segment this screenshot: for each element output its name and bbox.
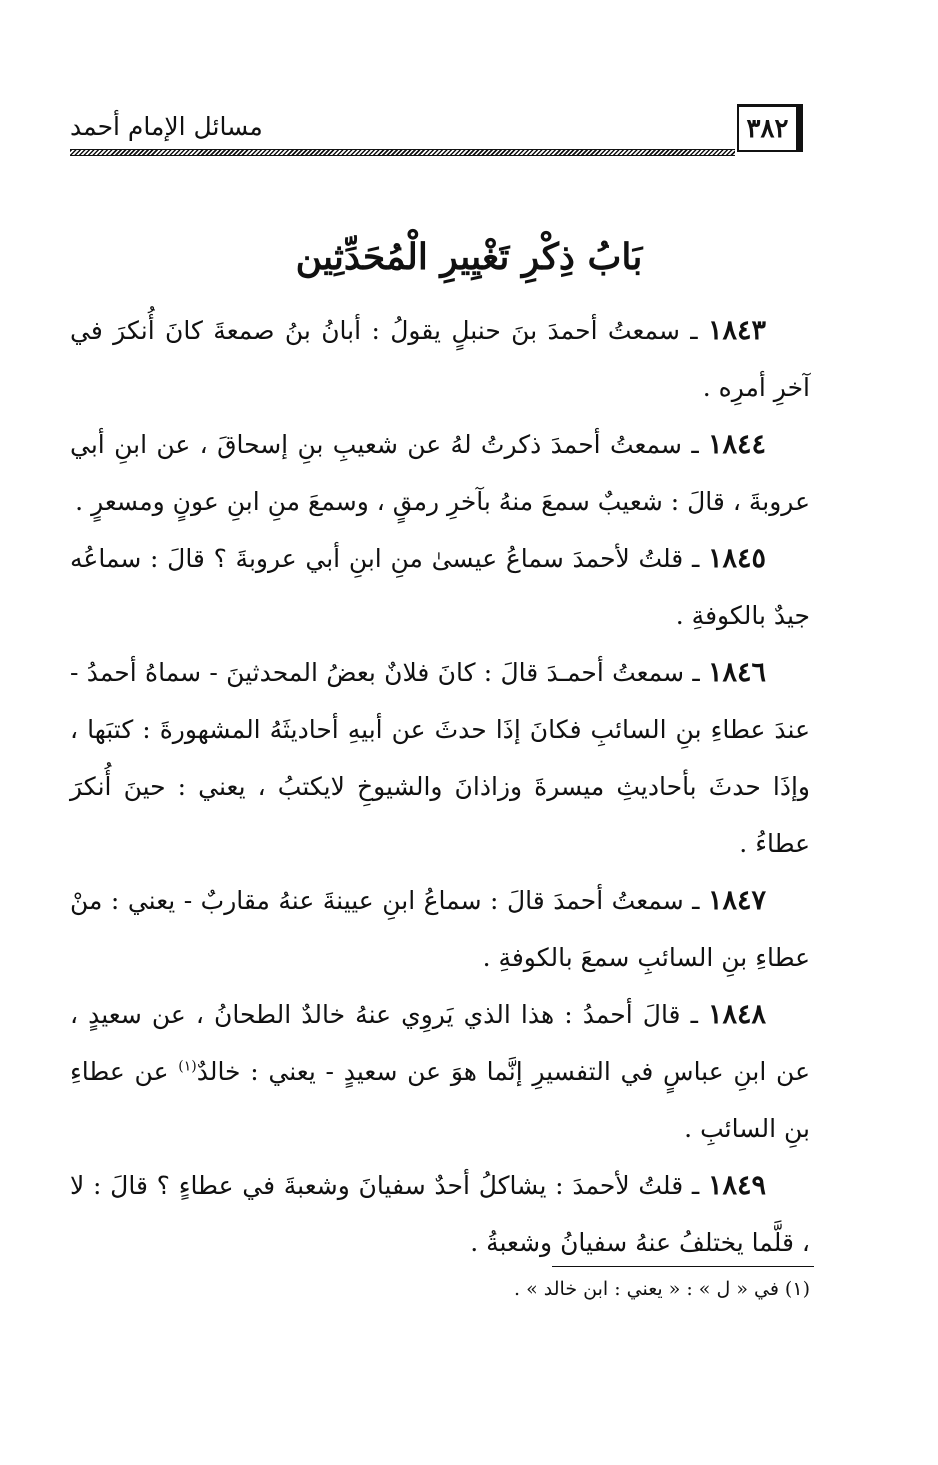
entry-number: ١٨٤٤ bbox=[708, 429, 767, 460]
entry-text: قلتُ لأحمدَ : يشاكلُ أحدٌ سفيانَ وشعبةَ في عطاءٍ ؟ قالَ : لا ، قلَّما يختلفُ عنهُ سفيانُ وشعبةُ . bbox=[70, 1171, 810, 1257]
entry-1843: ١٨٤٣ ـ سمعتُ أحمدَ بنَ حنبلٍ يقولُ : أبانُ بنُ صمعةَ كانَ أُنكرَ في آخرِ أمرِه . bbox=[70, 315, 810, 402]
entry-text: سمعتُ أحمـدَ قالَ : كانَ فلانٌ بعضُ المحدثينَ - سماهُ أحمدُ - عندَ عطاءِ بنِ السائبِ فكانَ إذَا حدثَ عن أبيهِ أحاديثَهُ المشهورةَ : كتبَها ، وإذَا حدثَ بأحاديثِ ميسرةَ وزاذانَ والشيوخِ لايكتبُ ، يعني : حينَ أُنكرَ عطاءُ . bbox=[70, 658, 810, 858]
chapter-title: بَابُ ذِكْرِ تَغْيِيرِ الْمُحَدِّثِين bbox=[295, 236, 643, 278]
entry-number: ١٨٤٨ bbox=[707, 999, 766, 1030]
running-title: مسائل الإمام أحمد bbox=[70, 112, 263, 141]
entry-number: ١٨٤٦ bbox=[707, 657, 766, 688]
entry-1845: ١٨٤٥ ـ قلتُ لأحمدَ سماعُ عيسىٰ منِ ابنِ أبي عروبةَ ؟ قالَ : سماعُه جيدٌ بالكوفةِ . bbox=[70, 543, 810, 630]
footnote-reference[interactable]: (١) bbox=[178, 1058, 197, 1075]
entry-text: قلتُ لأحمدَ سماعُ عيسىٰ منِ ابنِ أبي عروبةَ ؟ قالَ : سماعُه جيدٌ بالكوفةِ . bbox=[70, 544, 810, 630]
footnote-separator bbox=[552, 1266, 814, 1267]
footnote: (١) في « ل » : « يعني : ابن خالد » . bbox=[514, 1278, 810, 1300]
entry-text: سمعتُ أحمدَ بنَ حنبلٍ يقولُ : أبانُ بنُ صمعةَ كانَ أُنكرَ في آخرِ أمرِه . bbox=[70, 316, 810, 402]
entry-1846: ١٨٤٦ ـ سمعتُ أحمـدَ قالَ : كانَ فلانٌ بعضُ المحدثينَ - سماهُ أحمدُ - عندَ عطاءِ بنِ السائبِ فكانَ إذَا حدثَ عن أبيهِ أحاديثَهُ المشهورةَ : كتبَها ، وإذَا حدثَ بأحاديثِ ميسرةَ وزاذانَ والشيوخِ لايكتبُ ، يعني : حينَ أُنكرَ عطاءُ . bbox=[70, 657, 810, 858]
page-number: ٣٨٢ bbox=[737, 104, 803, 152]
page-body bbox=[70, 302, 810, 1271]
entry-text: سمعتُ أحمدَ ذكرتُ لهُ عن شعيبِ بنِ إسحاقَ ، عن ابنِ أبي عروبةَ ، قالَ : شعيبٌ سمعَ منهُ بآخرِ رمقٍ ، وسمعَ منِ ابنِ عونٍ ومسعرٍ . bbox=[70, 430, 810, 516]
header-rule bbox=[70, 149, 735, 156]
entry-1848: ١٨٤٨ ـ قالَ أحمدُ : هذا الذي يَروِي عنهُ خالدٌ الطحانُ ، عن سعيدٍ ، عن ابنِ عباسٍ في التفسيرِ إنَّما هوَ عن سعيدٍ - يعني : خالدٌ$^{(١)}$ عن عطاءِ بنِ السائبِ . bbox=[70, 999, 811, 1143]
entry-number: ١٨٤٩ bbox=[707, 1170, 766, 1201]
entry-text: سمعتُ أحمدَ قالَ : سماعُ ابنِ عيينةَ عنهُ مقاربٌ - يعني : منْ عطاءِ بنِ السائبِ سمعَ بالكوفةِ . bbox=[70, 886, 810, 972]
entry-text-continued: عن عطاءِ بنِ السائبِ . bbox=[70, 1057, 810, 1143]
entry-number: ١٨٤٥ bbox=[707, 543, 766, 574]
entry-text: قالَ أحمدُ : هذا الذي يَروِي عنهُ خالدٌ الطحانُ ، عن سعيدٍ ، عن ابنِ عباسٍ في التفسيرِ إنَّما هوَ عن سعيدٍ - يعني : خالدٌ bbox=[70, 1000, 811, 1086]
entry-number: ١٨٤٣ bbox=[708, 315, 767, 346]
entry-number: ١٨٤٧ bbox=[707, 885, 766, 916]
entry-1849: ١٨٤٩ ـ قلتُ لأحمدَ : يشاكلُ أحدٌ سفيانَ وشعبةَ في عطاءٍ ؟ قالَ : لا ، قلَّما يختلفُ عنهُ سفيانُ وشعبةُ . bbox=[70, 1170, 810, 1257]
entry-1844: ١٨٤٤ ـ سمعتُ أحمدَ ذكرتُ لهُ عن شعيبِ بنِ إسحاقَ ، عن ابنِ أبي عروبةَ ، قالَ : شعيبٌ سمعَ منهُ بآخرِ رمقٍ ، وسمعَ منِ ابنِ عونٍ ومسعرٍ . bbox=[70, 429, 810, 516]
entry-1847: ١٨٤٧ ـ سمعتُ أحمدَ قالَ : سماعُ ابنِ عيينةَ عنهُ مقاربٌ - يعني : منْ عطاءِ بنِ السائبِ سمعَ بالكوفةِ . bbox=[70, 885, 810, 972]
